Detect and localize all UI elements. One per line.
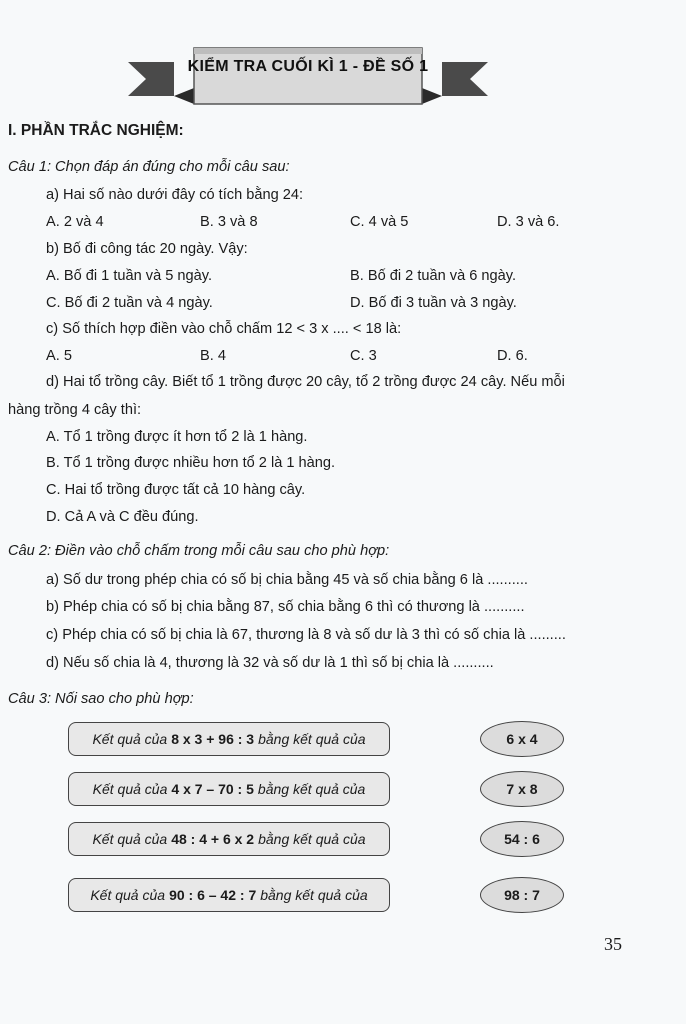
q1b-option-a: A. Bố đi 1 tuần và 5 ngày. (46, 268, 213, 284)
q1d-option-b: B. Tổ 1 trồng được nhiều hơn tổ 2 là 1 hàng. (46, 455, 336, 471)
match-left-prefix: Kết quả của (90, 887, 166, 903)
match-left-prefix: Kết quả của (92, 831, 168, 847)
match-right-oval[interactable]: 6 x 4 (480, 721, 564, 757)
match-left-prefix: Kết quả của (92, 731, 168, 747)
question-2-title: Câu 2: Điền vào chỗ chấm trong mỗi câu sau cho phù hợp: (8, 543, 390, 559)
title-banner (128, 38, 488, 108)
match-left-box[interactable] (68, 772, 390, 806)
q1a-stem: a) Hai số nào dưới đây có tích bằng 24: (46, 187, 304, 203)
match-right-oval[interactable]: 7 x 8 (480, 771, 564, 807)
match-left-suffix: bằng kết quả của (258, 831, 366, 847)
section-title: I. PHẦN TRẮC NGHIỆM: (8, 122, 184, 139)
q1a-option-b: B. 3 và 8 (200, 214, 258, 230)
q1c-option-c: C. 3 (350, 348, 377, 364)
q1d-stem-line2: hàng trồng 4 cây thì: (8, 402, 142, 418)
match-left-suffix: bằng kết quả của (260, 887, 368, 903)
question-1-title: Câu 1: Chọn đáp án đúng cho mỗi câu sau: (8, 159, 290, 175)
match-left-expression: 8 x 3 + 96 : 3 (171, 731, 255, 747)
q2-item-a: a) Số dư trong phép chia có số bị chia bằng 45 và số chia bằng 6 là .......... (46, 572, 528, 588)
match-left-box[interactable] (68, 878, 390, 912)
q1c-option-d: D. 6. (497, 348, 528, 364)
match-left-suffix: bằng kết quả của (257, 781, 366, 797)
match-left-box[interactable] (68, 822, 390, 856)
q2-item-b: b) Phép chia có số bị chia bằng 87, số chia bằng 6 thì có thương là .......... (46, 599, 525, 615)
q1d-option-a: A. Tổ 1 trồng được ít hơn tổ 2 là 1 hàng. (46, 429, 308, 445)
match-right-oval[interactable]: 54 : 6 (480, 821, 564, 857)
match-left-box[interactable] (68, 722, 390, 756)
q1b-option-b: B. Bố đi 2 tuần và 6 ngày. (350, 268, 517, 284)
q1b-stem: b) Bố đi công tác 20 ngày. Vậy: (46, 241, 248, 257)
match-left-prefix: Kết quả của (92, 781, 168, 797)
q1b-option-c: C. Bố đi 2 tuần và 4 ngày. (46, 295, 213, 311)
q1b-option-d: D. Bố đi 3 tuần và 3 ngày. (350, 295, 517, 311)
match-left-expression: 4 x 7 – 70 : 5 (171, 781, 254, 797)
q1a-option-a: A. 2 và 4 (46, 214, 104, 230)
q1a-option-c: C. 4 và 5 (350, 214, 409, 230)
q1c-option-b: B. 4 (200, 348, 226, 364)
match-left-expression: 48 : 4 + 6 x 2 (171, 831, 255, 847)
page-number: 35 (604, 934, 622, 954)
q2-item-c: c) Phép chia có số bị chia là 67, thương là 8 và số dư là 3 thì có số chia là ......... (46, 627, 566, 643)
q1c-stem: c) Số thích hợp điền vào chỗ chấm 12 < 3 x .... < 18 là: (46, 321, 402, 337)
q1d-option-c: C. Hai tổ trồng được tất cả 10 hàng cây. (46, 482, 306, 498)
page-title: KIỂM TRA CUỐI KÌ 1 - ĐỀ SỐ 1 (187, 58, 429, 75)
question-3-title: Câu 3: Nối sao cho phù hợp: (8, 691, 194, 707)
q1d-option-d: D. Cả A và C đều đúng. (46, 509, 199, 525)
q2-item-d: d) Nếu số chia là 4, thương là 32 và số dư là 1 thì số bị chia là .......... (46, 655, 494, 671)
q1a-option-d: D. 3 và 6. (497, 214, 560, 230)
match-right-oval[interactable]: 98 : 7 (480, 877, 564, 913)
match-left-expression: 90 : 6 – 42 : 7 (169, 887, 257, 903)
q1c-option-a: A. 5 (46, 348, 72, 364)
q1d-stem-line1: d) Hai tổ trồng cây. Biết tổ 1 trồng được 20 cây, tổ 2 trồng được 24 cây. Nếu mỗi (46, 374, 565, 390)
match-left-suffix: bằng kết quả của (258, 731, 366, 747)
